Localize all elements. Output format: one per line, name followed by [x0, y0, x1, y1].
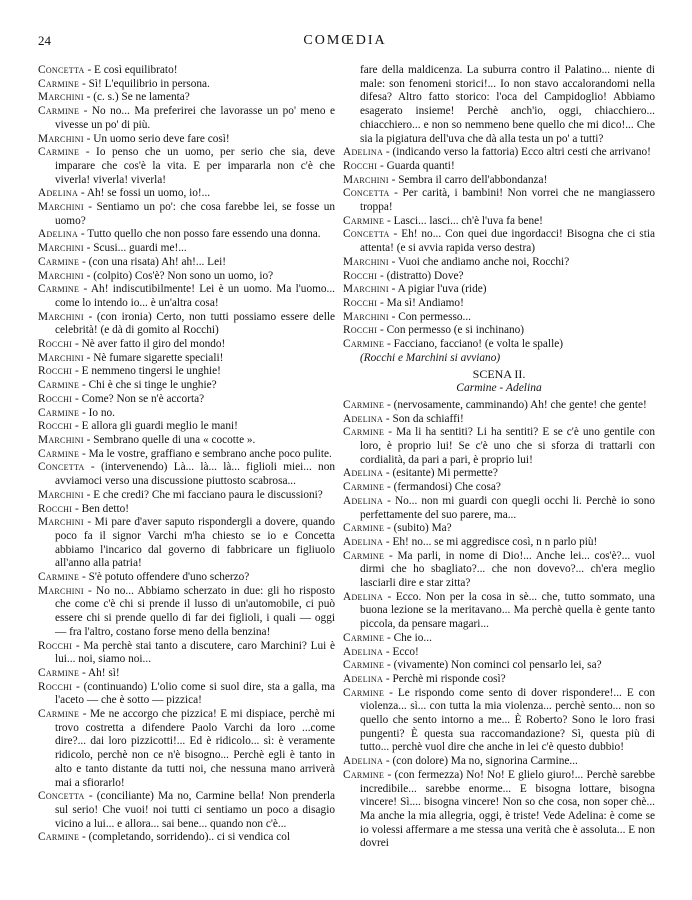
speaker-name: Marchini — [38, 488, 84, 501]
speaker-name: Carmine — [343, 549, 385, 562]
dialogue-text: - (con una risata) Ah! ah!... Lei! — [79, 255, 227, 268]
dialogue-text: - Ah! se fossi un uomo, io!... — [78, 187, 211, 200]
dialogue-line — [343, 283, 655, 297]
dialogue-line — [38, 201, 335, 228]
dialogue-line — [38, 352, 335, 366]
dialogue-text: - Come? Non se n'è accorta? — [72, 392, 205, 405]
dialogue-line — [38, 640, 335, 667]
speaker-name: Carmine — [38, 447, 80, 460]
dialogue-line — [343, 426, 655, 467]
dialogue-text: - (indicando verso la fattoria) Ecco altri cesti che arrivano! — [383, 146, 651, 159]
speaker-name: Marchini — [38, 310, 84, 323]
speaker-name: Concetta — [343, 187, 390, 200]
dialogue-text: - Ma le vostre, graffiano e sembrano anche poco pulite. — [79, 447, 332, 460]
dialogue-line — [343, 413, 655, 427]
dialogue-line — [343, 187, 655, 214]
dialogue-line — [343, 228, 655, 255]
dialogue-text: - Tutto quello che non posso fare essendo una donna. — [78, 228, 321, 241]
dialogue-line — [343, 536, 655, 550]
dialogue-line — [38, 489, 335, 503]
dialogue-text: - E nemmeno tingersi le unghie! — [72, 365, 221, 378]
speaker-name: Carmine — [343, 522, 385, 535]
journal-title: COMŒDIA — [303, 33, 387, 48]
dialogue-line — [38, 228, 335, 242]
speaker-name: Carmine — [343, 659, 385, 672]
dialogue-text: - E allora gli guardi meglio le mani! — [72, 420, 238, 433]
dialogue-line — [343, 215, 655, 229]
dialogue-line — [343, 769, 655, 851]
dialogue-line — [343, 550, 655, 591]
speaker-name: Concetta — [343, 228, 390, 241]
speaker-name: Carmine — [38, 571, 80, 584]
dialogue-line — [343, 755, 655, 769]
dialogue-line — [343, 64, 655, 146]
speaker-name: Adelina — [38, 228, 79, 241]
dialogue-text: - Le rispondo come sento di dover rispondere!... E con violenza... sì... con tutta la mia violenza... perchè sento... non so quello che sento intorno a me... È Roberto? Sono le loro frasi pungenti? È questa sua raccomandazione? Sì, questa più di tutto... perchè vuol dire che anche in lei c'è questo dubbio! — [360, 686, 655, 754]
dialogue-line — [38, 338, 335, 352]
dialogue-text: - Un uomo serio deve fare così! — [83, 132, 230, 145]
dialogue-line — [38, 256, 335, 270]
dialogue-text: - Con permesso... — [388, 310, 471, 323]
dialogue-text: - Per carità, i bambini! Non vorrei che ne mangiassero troppa! — [360, 187, 655, 214]
dialogue-text: (Rocchi e Marchini si avviano) — [360, 351, 501, 364]
dialogue-text: - A pigiar l'uva (ride) — [388, 283, 487, 296]
dialogue-text: - Sentiamo un po': che cosa farebbe lei, se fosse un uomo? — [55, 201, 335, 227]
dialogue-line — [38, 393, 335, 407]
speaker-name: Marchini — [38, 242, 84, 255]
speaker-name: Carmine — [38, 105, 80, 118]
dialogue-line — [343, 174, 655, 188]
speaker-name: Carmine — [38, 77, 80, 90]
speaker-name: Concetta — [38, 64, 85, 76]
dialogue-line — [38, 283, 335, 310]
speaker-name: Carmine — [38, 379, 80, 392]
speaker-name: Carmine — [343, 398, 385, 411]
speaker-name: Carmine — [38, 666, 80, 679]
dialogue-line — [38, 420, 335, 434]
dialogue-line — [38, 311, 335, 338]
dialogue-line — [38, 448, 335, 462]
page-number: 24 — [38, 33, 51, 48]
dialogue-text: - Ecco! — [383, 645, 419, 658]
dialogue-line — [343, 646, 655, 660]
dialogue-line — [343, 352, 655, 366]
speaker-name: Rocchi — [38, 392, 73, 405]
dialogue-line — [343, 467, 655, 481]
dialogue-line — [38, 516, 335, 571]
dialogue-text: - Mi pare d'aver saputo rispondergli a dovere, quando poco fa il signor Varchi m'ha chiesto se io e Concetta abbiamo l'incarico dal governo di fabbricare un figliuolo all'anno alla patria! — [55, 516, 335, 570]
dialogue-line — [343, 160, 655, 174]
dialogue-line — [38, 105, 335, 132]
dialogue-text: - No no... Abbiamo scherzato in due: gli ho risposto che come c'è chi si prende il lusso di un'automobile, ci può essere chi si prende quello di far dei figlioli, i quali — oggi — fra l'altro, costano forse meno della benzina! — [55, 584, 335, 638]
dialogue-line — [38, 503, 335, 517]
speaker-name: Carmine — [38, 255, 80, 268]
dialogue-line — [38, 585, 335, 640]
dialogue-text: - Nè fumare sigarette speciali! — [83, 351, 224, 364]
dialogue-text: - Chi è che si tinge le unghie? — [79, 379, 217, 392]
dialogue-text: - Sembrano quelle di una « cocotte ». — [83, 433, 256, 446]
dialogue-text: - (con dolore) Ma no, signorina Carmine... — [383, 755, 578, 768]
speaker-name: Marchini — [38, 433, 84, 446]
speaker-name: Carmine — [343, 214, 385, 227]
dialogue-line — [38, 571, 335, 585]
speaker-name: Adelina — [343, 590, 384, 603]
speaker-name: Marchini — [343, 173, 389, 186]
dialogue-text: - (distratto) Dove? — [377, 269, 464, 282]
speaker-name: Rocchi — [38, 502, 73, 515]
dialogue-line — [38, 667, 335, 681]
dialogue-line — [38, 831, 335, 845]
dialogue-line — [38, 407, 335, 421]
dialogue-line — [38, 64, 335, 78]
speaker-name: Carmine — [343, 426, 385, 439]
dialogue-line — [343, 270, 655, 284]
dialogue-line — [38, 187, 335, 201]
speaker-name: Adelina — [343, 672, 384, 685]
speaker-name: Carmine — [38, 283, 80, 296]
page-header — [38, 33, 652, 51]
speaker-name: Rocchi — [38, 680, 73, 693]
speaker-name: Carmine — [343, 686, 385, 699]
dialogue-text: - Eh! no... Con quei due ingordacci! Bisogna che ci stia attenta! (e si avvia rapida verso destra) — [360, 228, 655, 255]
speaker-name: Concetta — [38, 790, 85, 803]
dialogue-line — [38, 91, 335, 105]
dialogue-text: - Ma li ha sentiti? Li ha sentiti? E se c'è uno gentile con loro, è proprio lui! Se c'è uno che si sforza di trattarli con cordialità, da pari a pari, è proprio lui! — [360, 426, 655, 466]
dialogue-text: - Lasci... lasci... ch'è l'uva fa bene! — [384, 214, 543, 227]
speaker-name: Marchini — [343, 283, 389, 296]
dialogue-text: - E che credi? Che mi facciano paura le discussioni? — [83, 488, 323, 501]
dialogue-text: - Sembra il carro dell'abbondanza! — [388, 173, 548, 186]
dialogue-text: - Con permesso (e si inchinano) — [377, 324, 525, 337]
dialogue-line — [343, 522, 655, 536]
dialogue-text: - Scusi... guardi me!... — [83, 242, 187, 255]
speaker-name: Rocchi — [343, 269, 378, 282]
dialogue-line — [38, 78, 335, 92]
dialogue-text: - Guarda quanti! — [377, 159, 455, 172]
dialogue-line — [343, 146, 655, 160]
dialogue-line — [343, 338, 655, 352]
dialogue-text: - Ecco. Non per la cosa in sè... che, tutto sommato, una buona lezione se la meritavano... Ma perchè quella è gente tanto piccola, da pensare magari... — [360, 590, 655, 631]
speaker-name: Adelina — [343, 494, 384, 507]
dialogue-text: - Ah! indiscutibilmente! Lei è un uomo. Ma l'uomo... come lo intendo io... è un'altra cosa! — [55, 283, 335, 309]
dialogue-text: - (esitante) Mi permette? — [383, 467, 498, 480]
dialogue-text: - Io penso che un uomo, per serio che sia, deve imparare che cos'è la vita. E per impararla non c'è che viverla! viverla! viverla! — [55, 146, 335, 186]
speaker-name: Marchini — [38, 132, 84, 145]
dialogue-text: - (con fermezza) No! No! E glielo giuro!... Perchè sarebbe incredibile... sarebbe enorme... E bisogna lottare, bisogna vincere! Sì.... bisogna vincere! Non so che cosa, non soper chè... Ma anche la mia allegria, oggi, è triste! Vede Adelina: è come se io volessi affermare a me stessa una verità che è assoluta... E non dovrei — [360, 768, 655, 850]
dialogue-line — [343, 687, 655, 756]
speaker-name: Adelina — [38, 187, 79, 200]
speaker-name: Carmine — [343, 768, 385, 781]
speaker-name: Marchini — [343, 255, 389, 268]
speaker-name: Carmine — [343, 631, 385, 644]
dialogue-line — [38, 270, 335, 284]
dialogue-line — [38, 242, 335, 256]
dialogue-text: - Ben detto! — [72, 502, 130, 515]
dialogue-text: - (c. s.) Se ne lamenta? — [83, 91, 190, 104]
dialogue-text: - E così equilibrato! — [84, 64, 178, 76]
dialogue-text: - Facciano, facciano! (e volta le spalle) — [384, 338, 563, 351]
speaker-name: Adelina — [343, 467, 384, 480]
dialogue-text: - Vuoi che andiamo anche noi, Rocchi? — [388, 255, 570, 268]
dialogue-text: - (completando, sorridendo).. ci si vendica col — [79, 831, 291, 844]
dialogue-line — [38, 146, 335, 187]
dialogue-text: - (subito) Ma? — [384, 522, 452, 535]
dialogue-text: - Son da schiaffi! — [383, 412, 464, 425]
speaker-name: Carmine — [38, 708, 80, 721]
scene-title: SCENA II. — [472, 367, 526, 382]
dialogue-text: - (colpito) Cos'è? Non sono un uomo, io? — [83, 269, 274, 282]
dialogue-line — [343, 659, 655, 673]
right-column — [343, 64, 655, 851]
speaker-name: Marchini — [38, 201, 84, 214]
dialogue-line — [343, 632, 655, 646]
dialogue-text: - Me ne accorgo che pizzica! E mi dispiace, perchè mi trovo costretta a difendere Paolo Varchi da loro ...come dire?... dai loro pizzicotti!... Ed è ridicolo... sì: è veramente ridicolo, perchè non ce n'è bisogno... Perchè egli è tanto in alto e tanto distante da tutti noi, che nessuna mano arriverà mai a sfiorarlo! — [55, 708, 335, 789]
speaker-name: Carmine — [38, 146, 80, 159]
dialogue-text: - Ma sì! Andiamo! — [377, 296, 464, 309]
dialogue-text: - (intervenendo) Là... là... là... figlioli miei... non avviamoci verso una discussione piuttosto scabrosa... — [55, 461, 335, 488]
dialogue-text: - (nervosamente, camminando) Ah! che gente! che gente! — [384, 398, 647, 411]
speaker-name: Concetta — [38, 461, 85, 474]
dialogue-line — [38, 681, 335, 708]
speaker-name: Adelina — [343, 755, 384, 768]
dialogue-text: - S'è potuto offendere d'uno scherzo? — [79, 571, 250, 584]
dialogue-text: - Eh! no... se mi aggredisce così, n n parlo più! — [383, 535, 598, 548]
speaker-name: Rocchi — [38, 420, 73, 433]
dialogue-text: - Io no. — [79, 406, 115, 419]
dialogue-text: - Sì! L'equilibrio in persona. — [79, 77, 210, 90]
speaker-name: Marchini — [38, 516, 84, 529]
dialogue-text: - (continuando) L'olio come si suol dire, sta a galla, ma l'aceto — che è sotto — pizzica! — [55, 680, 335, 707]
dialogue-line — [343, 256, 655, 270]
speaker-name: Rocchi — [38, 365, 73, 378]
dialogue-text: - Ah! sì! — [79, 666, 120, 679]
speaker-name: Marchini — [38, 351, 84, 364]
dialogue-text: - (fermandosi) Che cosa? — [384, 481, 501, 494]
dialogue-line — [343, 311, 655, 325]
dialogue-line — [343, 673, 655, 687]
speaker-name: Carmine — [343, 481, 385, 494]
left-column — [38, 64, 335, 845]
speaker-name: Carmine — [343, 338, 385, 351]
dialogue-line — [343, 399, 655, 413]
dialogue-line — [343, 481, 655, 495]
dialogue-text: - Ma parli, in nome di Dio!... Anche lei... cos'è?... vuol dirmi che ho sbagliato?... che non dovevo?... ch'era meglio lasciarli dire e star zitta? — [360, 549, 655, 590]
dialogue-line — [38, 434, 335, 448]
dialogue-line — [38, 365, 335, 379]
dialogue-line — [38, 379, 335, 393]
dialogue-text: fare della maldicenza. La suburra contro il Palatino... niente di male: son fenomeni storici!... Io non stavo accalorandomi nella difesa? Altro fatto storico: l'oca del Campidoglio! Abbiamo esagerato insieme! Perchè anch'io, oggi, chiacchiero... chiacchiero... e non so nemmeno bene quello che mi dico!... Che sia la pigiatura dell'uva che dà alla testa un po' a tutti? — [360, 64, 655, 145]
dialogue-text: - Che io... — [384, 631, 432, 644]
speaker-name: Rocchi — [343, 159, 378, 172]
scene-characters: Carmine - Adelina — [456, 382, 542, 395]
dialogue-text: - (vivamente) Non cominci col pensarlo lei, sa? — [384, 659, 602, 672]
speaker-name: Rocchi — [38, 639, 73, 652]
speaker-name: Marchini — [343, 310, 389, 323]
dialogue-line — [38, 461, 335, 488]
dialogue-line — [38, 790, 335, 831]
dialogue-text: - Perchè mi risponde così? — [383, 672, 506, 685]
speaker-name: Marchini — [38, 91, 84, 104]
dialogue-line — [38, 708, 335, 790]
dialogue-text: - Nè aver fatto il giro del mondo! — [72, 338, 226, 351]
speaker-name: Adelina — [343, 645, 384, 658]
speaker-name: Adelina — [343, 412, 384, 425]
speaker-name: Adelina — [343, 146, 384, 159]
speaker-name: Rocchi — [38, 338, 73, 351]
speaker-name: Marchini — [38, 269, 84, 282]
dialogue-text: - (con ironia) Certo, non tutti possiamo essere delle celebrità! (e dà di gomito al Rocchi) — [55, 310, 335, 337]
speaker-name: Marchini — [38, 584, 84, 597]
dialogue-text: - No... non mi guardi con quegli occhi li. Perchè io sono perfettamente del suo parere, ma... — [360, 494, 655, 521]
speaker-name: Carmine — [38, 406, 80, 419]
dialogue-line — [343, 495, 655, 522]
dialogue-line — [343, 591, 655, 632]
dialogue-line — [38, 133, 335, 147]
speaker-name: Carmine — [38, 831, 80, 844]
dialogue-line — [343, 324, 655, 338]
speaker-name: Rocchi — [343, 296, 378, 309]
dialogue-text: - No no... Ma preferirei che lavorasse un po' meno e vivesse un po' di più. — [55, 105, 335, 131]
dialogue-text: - (conciliante) Ma no, Carmine bella! Non prenderla sul serio! Che vuoi! noi tutti ci sentiamo un poco a disagio vicino a lui... e allora... sai bene... quando non c'è... — [55, 790, 335, 830]
speaker-name: Rocchi — [343, 324, 378, 337]
dialogue-text: - Ma perchè stai tanto a discutere, caro Marchini? Lui è lui... noi, siamo noi... — [55, 639, 335, 666]
dialogue-line — [343, 297, 655, 311]
speaker-name: Adelina — [343, 535, 384, 548]
